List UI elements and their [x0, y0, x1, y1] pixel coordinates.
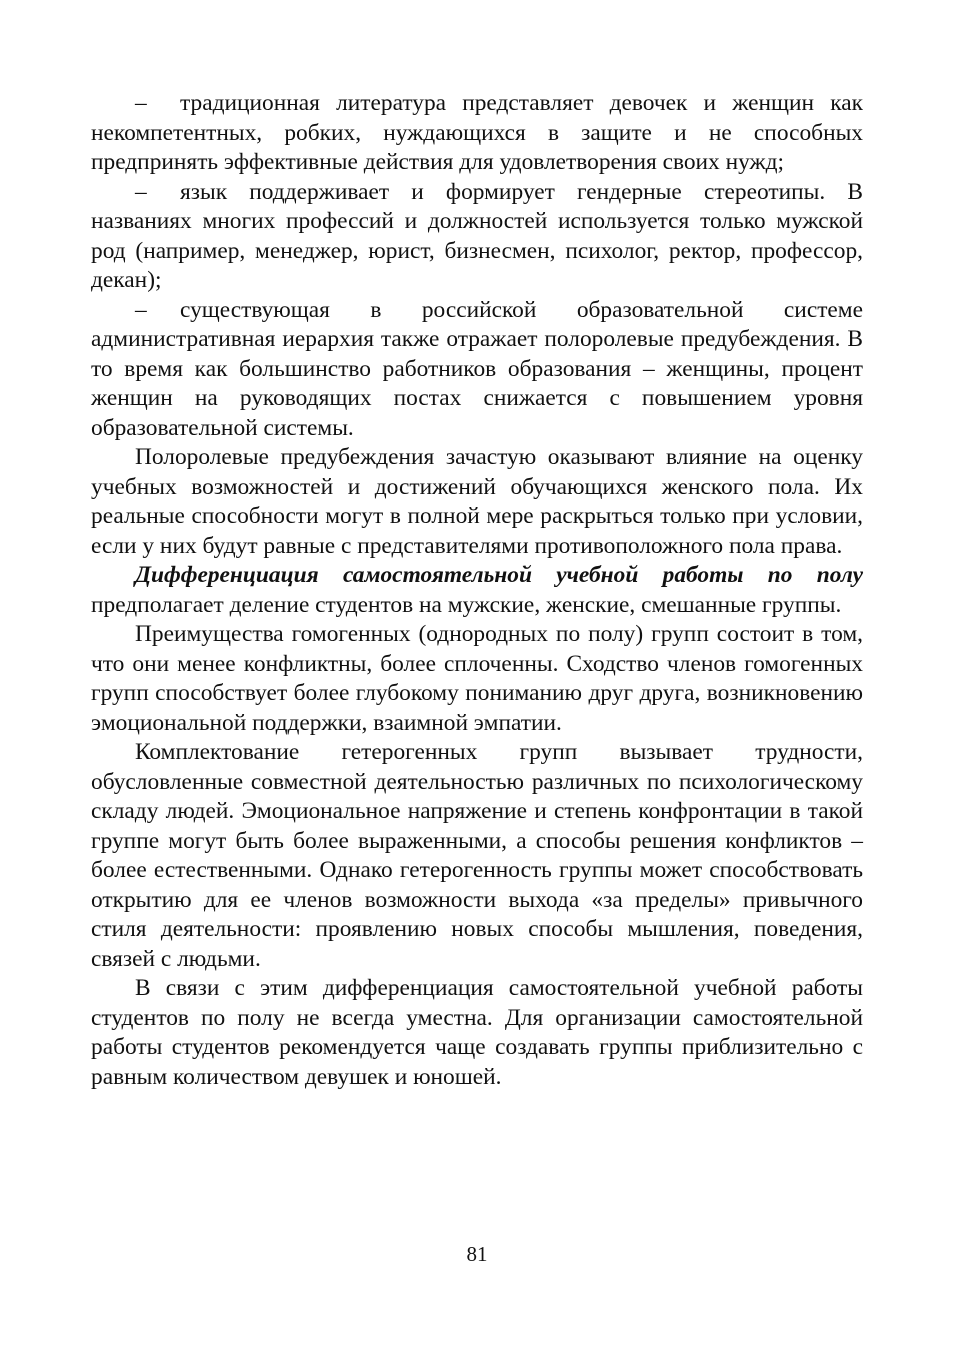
paragraph-heterogeneous-groups: Комплектование гетерогенных групп вызывает трудности, обусловленные совместной деятельностью различных по психологическому складу людей. Эмоциональное напряжение и степень конфронтации в такой группе могут быть более выраженными, а способы решения конфликтов – более естественными. Однако гетерогенность группы может способствовать открытию для ее членов возможности выхода «за пределы» привычного стиля деятельности: проявлению новых способы мышления, поведения, связей с людьми. — [91, 739, 863, 972]
term-emphasis: Дифференциация самостоятельной учебной работы по полу — [135, 562, 863, 588]
bullet-text: существующая в российской образовательной системе административная иерархия также отражает полоролевые предубеждения. В то время как большинство работников образования – женщины, процент женщин на руководящих постах снижается с повышением уровня образовательной системы. — [91, 296, 863, 441]
page-number: 81 — [466, 1242, 488, 1266]
bullet-text: язык поддерживает и формирует гендерные стереотипы. В названиях многих профессий и должностей используется только мужской род (например, менеджер, юрист, бизнесмен, психолог, ректор, профессор, декан); — [91, 178, 863, 293]
paragraph-conclusion: В связи с этим дифференциация самостоятельной учебной работы студентов по полу не всегда уместна. Для организации самостоятельной работы студентов рекомендуется чаще создавать группы приблизительно с равным количеством девушек и юношей. — [91, 975, 863, 1090]
bullet-item — [91, 89, 863, 178]
bullet-dash: – — [135, 178, 147, 205]
paragraph-differentiation-text: предполагает деление студентов на мужские, женские, смешанные группы. — [91, 591, 842, 618]
bullet-dash: – — [135, 296, 147, 323]
bullet-dash: – — [135, 90, 147, 116]
page-body — [91, 89, 863, 1092]
bullet-text: традиционная литература представляет девочек и женщин как некомпетентных, робких, нуждающихся в защите и не способных предпринять эффективные действия для удовлетворения своих нужд; — [91, 90, 863, 175]
paragraph-homogeneous-groups: Преимущества гомогенных (однородных по полу) групп состоит в том, что они менее конфликтны, более сплоченны. Сходство членов гомогенных групп способствует более глубокому пониманию друг друга, возникновению эмоциональной поддержки, взаимной эмпатии. — [91, 621, 863, 736]
paragraph-differentiation — [91, 561, 863, 620]
paragraph-gender-bias: Полоролевые предубеждения зачастую оказывают влияние на оценку учебных возможностей и достижений обучающихся женского пола. Их реальные способности могут в полной мере раскрыться только при условии, если у них будут равные с представителями противоположного пола права. — [91, 444, 863, 559]
bullet-item — [91, 296, 863, 444]
bullet-item — [91, 178, 863, 296]
